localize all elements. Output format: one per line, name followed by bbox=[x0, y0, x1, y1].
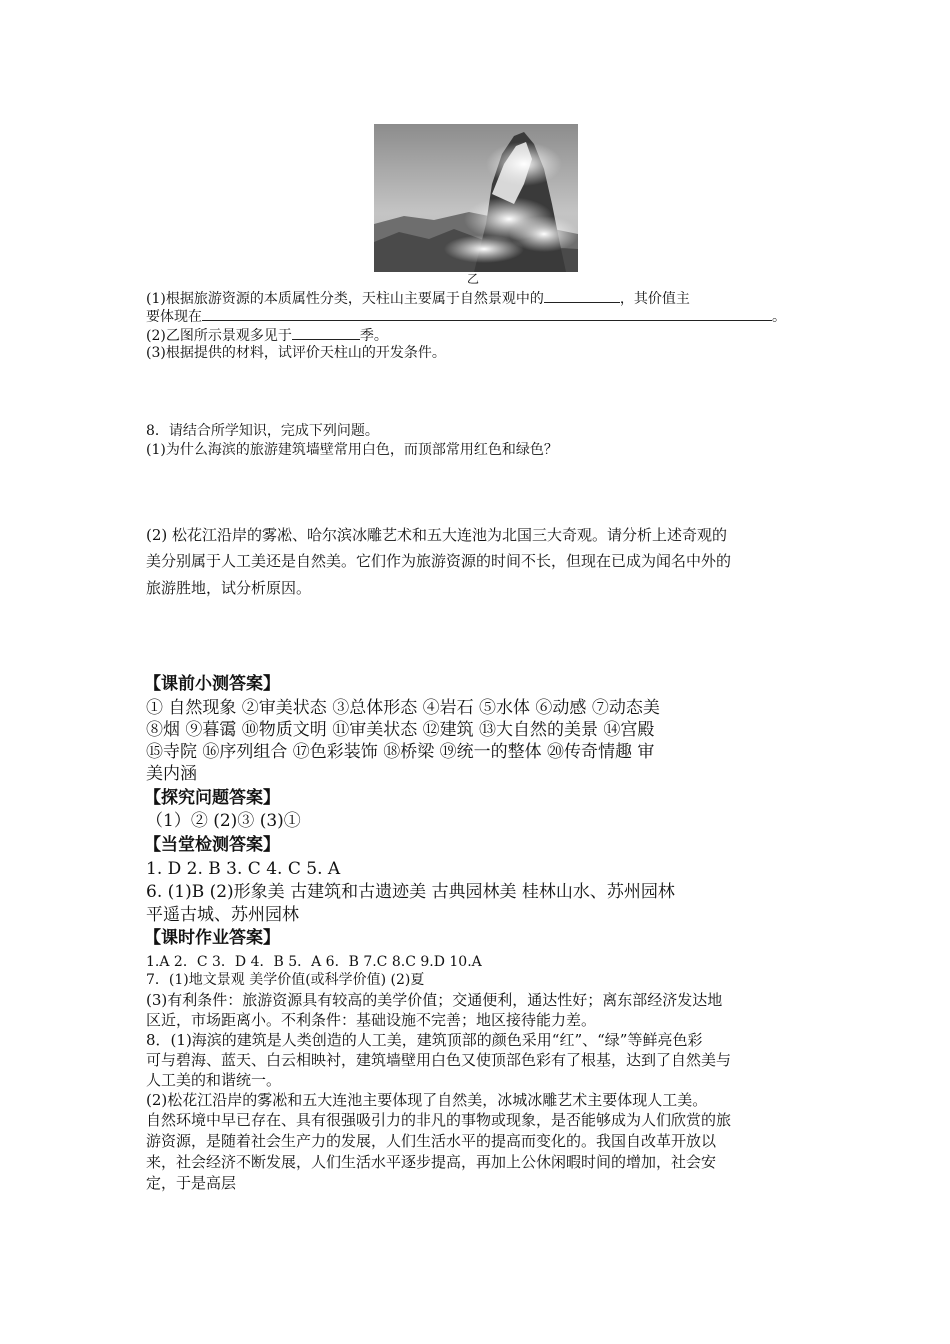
pre-test-answers-line4: 美内涵 bbox=[146, 764, 197, 784]
homework-line9: 自然环境中早已存在、具有很强吸引力的非凡的事物或现象，是否能够成为人们欣赏的旅 bbox=[146, 1111, 732, 1129]
pre-test-answers-line3: ⑮寺院 ⑯序列组合 ⑰色彩装饰 ⑱桥梁 ⑲统一的整体 ⑳传奇情趣 审 bbox=[146, 742, 655, 762]
q7-part1-line2: 要体现在 。 bbox=[146, 306, 786, 326]
heading-in-class-test-answers: 【当堂检测答案】 bbox=[144, 835, 280, 855]
q7-part2: (2)乙图所示景观多见于 季。 bbox=[146, 325, 388, 345]
homework-line11: 来，社会经济不断发展，人们生活水平逐步提高，再加上公休闲暇时间的增加，社会安 bbox=[146, 1153, 717, 1171]
homework-line12: 定，于是高层 bbox=[146, 1174, 237, 1192]
homework-line2: 7．(1)地文景观 美学价值(或科学价值) (2)夏 bbox=[146, 972, 425, 988]
figure-caption: 乙 bbox=[467, 272, 480, 286]
in-class-test-line2: 6. (1)B (2)形象美 古建筑和古遗迹美 古典园林美 桂林山水、苏州园林 bbox=[146, 882, 675, 902]
q8-part1: (1)为什么海滨的旅游建筑墙壁常用白色，而顶部常用红色和绿色？ bbox=[146, 442, 558, 458]
q7-part1-line1: (1)根据旅游资源的本质属性分类，天柱山主要属于自然景观中的 ，其价值主 bbox=[146, 288, 690, 308]
q7-blank-3[interactable] bbox=[292, 325, 360, 340]
q8-part2-line3: 旅游胜地，试分析原因。 bbox=[146, 579, 312, 597]
inquiry-answers: （1）② (2)③ (3)① bbox=[146, 811, 301, 831]
q7-part3: (3)根据提供的材料，试评价天柱山的开发条件。 bbox=[146, 345, 446, 361]
in-class-test-line1: 1. D 2. B 3. C 4. C 5. A bbox=[146, 859, 341, 879]
homework-line5: 8．(1)海滨的建筑是人类创造的人工美，建筑顶部的颜色采用“红”、“绿”等鲜亮色彩 bbox=[146, 1031, 703, 1049]
mountain-photo bbox=[374, 124, 578, 272]
homework-line1: 1.A 2．C 3．D 4．B 5．A 6．B 7.C 8.C 9.D 10.A bbox=[146, 954, 482, 970]
q7-blank-2[interactable] bbox=[202, 306, 772, 321]
heading-inquiry-answers: 【探究问题答案】 bbox=[144, 788, 280, 808]
in-class-test-line3: 平遥古城、苏州园林 bbox=[146, 905, 299, 925]
q8-title: 8．请结合所学知识，完成下列问题。 bbox=[146, 423, 379, 439]
homework-line8: (2)松花江沿岸的雾凇和五大连池主要体现了自然美，冰城冰雕艺术主要体现人工美。 bbox=[146, 1091, 708, 1109]
heading-pre-test-answers: 【课前小测答案】 bbox=[144, 674, 280, 694]
homework-line10: 游资源，是随着社会生产力的发展，人们生活水平的提高而变化的。我国自改革开放以 bbox=[146, 1132, 717, 1150]
homework-line7: 人工美的和谐统一。 bbox=[146, 1071, 282, 1089]
pre-test-answers-line1: ① 自然现象 ②审美状态 ③总体形态 ④岩石 ⑤水体 ⑥动感 ⑦动态美 bbox=[146, 698, 660, 718]
pre-test-answers-line2: ⑧烟 ⑨暮霭 ⑩物质文明 ⑪审美状态 ⑫建筑 ⑬大自然的美景 ⑭宫殿 bbox=[146, 720, 655, 740]
heading-homework-answers: 【课时作业答案】 bbox=[144, 928, 280, 948]
homework-line6: 可与碧海、蓝天、白云相映衬，建筑墙壁用白色又使顶部色彩有了根基，达到了自然美与 bbox=[146, 1051, 732, 1069]
homework-line3: (3)有利条件：旅游资源具有较高的美学价值；交通便利，通达性好；离东部经济发达地 bbox=[146, 991, 723, 1009]
homework-line4: 区近，市场距离小。不利条件：基础设施不完善；地区接待能力差。 bbox=[146, 1011, 597, 1029]
q7-blank-1[interactable] bbox=[544, 288, 620, 303]
q8-part2-line1: (2) 松花江沿岸的雾凇、哈尔滨冰雕艺术和五大连池为北国三大奇观。请分析上述奇观的 bbox=[146, 526, 728, 544]
q8-part2-line2: 美分别属于人工美还是自然美。它们作为旅游资源的时间不长，但现在已成为闻名中外的 bbox=[146, 552, 732, 570]
